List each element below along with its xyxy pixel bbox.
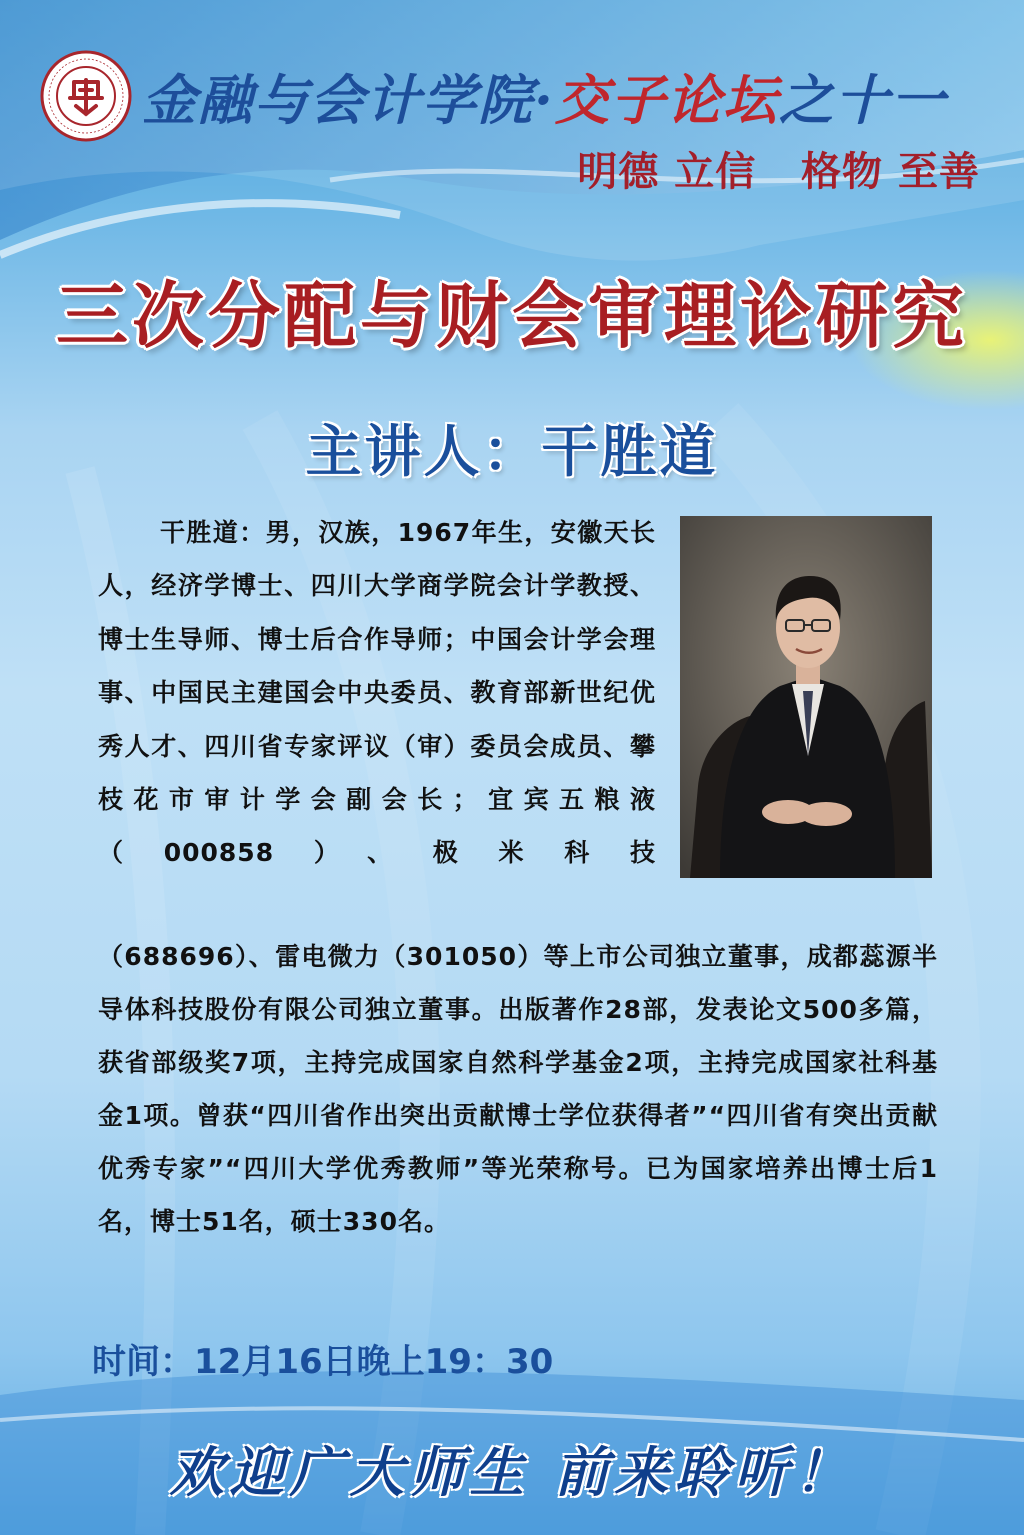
speaker-photo bbox=[680, 516, 932, 878]
welcome-slogan: 欢迎广大师生 前来聆听！ bbox=[169, 1440, 855, 1504]
college-seal-logo bbox=[40, 50, 132, 142]
speaker-bio-part2: （688696）、雷电微力（301050）等上市公司独立董事，成都蕊源半导体科技股份有限公司独立董事。出版著作28部，发表论文500多篇，获省部级奖7项，主持完成国家自然科学基金2项，主持完成国家社科基金1项。曾获“四川省作出突出贡献博士学位获得者”“四川省有突出贡献优秀专家”“四川大学优秀教师”等光荣称号。已为国家培养出博士后1名，博士51名，硕士330名。 bbox=[98, 942, 938, 1236]
college-motto: 明德 立信 格物 至善 bbox=[577, 149, 980, 195]
lecture-title: 三次分配与财会审理论研究 bbox=[55, 274, 968, 358]
header-forum-text: 交子论坛 bbox=[554, 68, 779, 132]
header-college-text: 金融与会计学院· bbox=[142, 68, 555, 132]
speaker-bio-part1: 干胜道：男，汉族，1967年生，安徽天长人，经济学博士、四川大学商学院会计学教授、博士生导师、博士后合作导师；中国会计学会理事、中国民主建国会中央委员、教育部新世纪优秀人才、四川省专家评议（审）委员会成员、攀枝花市审计学会副会长；宜宾五粮液（000858）、极米科技 bbox=[98, 518, 656, 868]
forum-header-title bbox=[142, 58, 947, 135]
speaker-name: 主讲人：干胜道 bbox=[305, 420, 719, 485]
header-session-text: 之十一 bbox=[778, 68, 947, 132]
event-time: 时间：12月16日晚上19：30 bbox=[92, 1342, 554, 1382]
